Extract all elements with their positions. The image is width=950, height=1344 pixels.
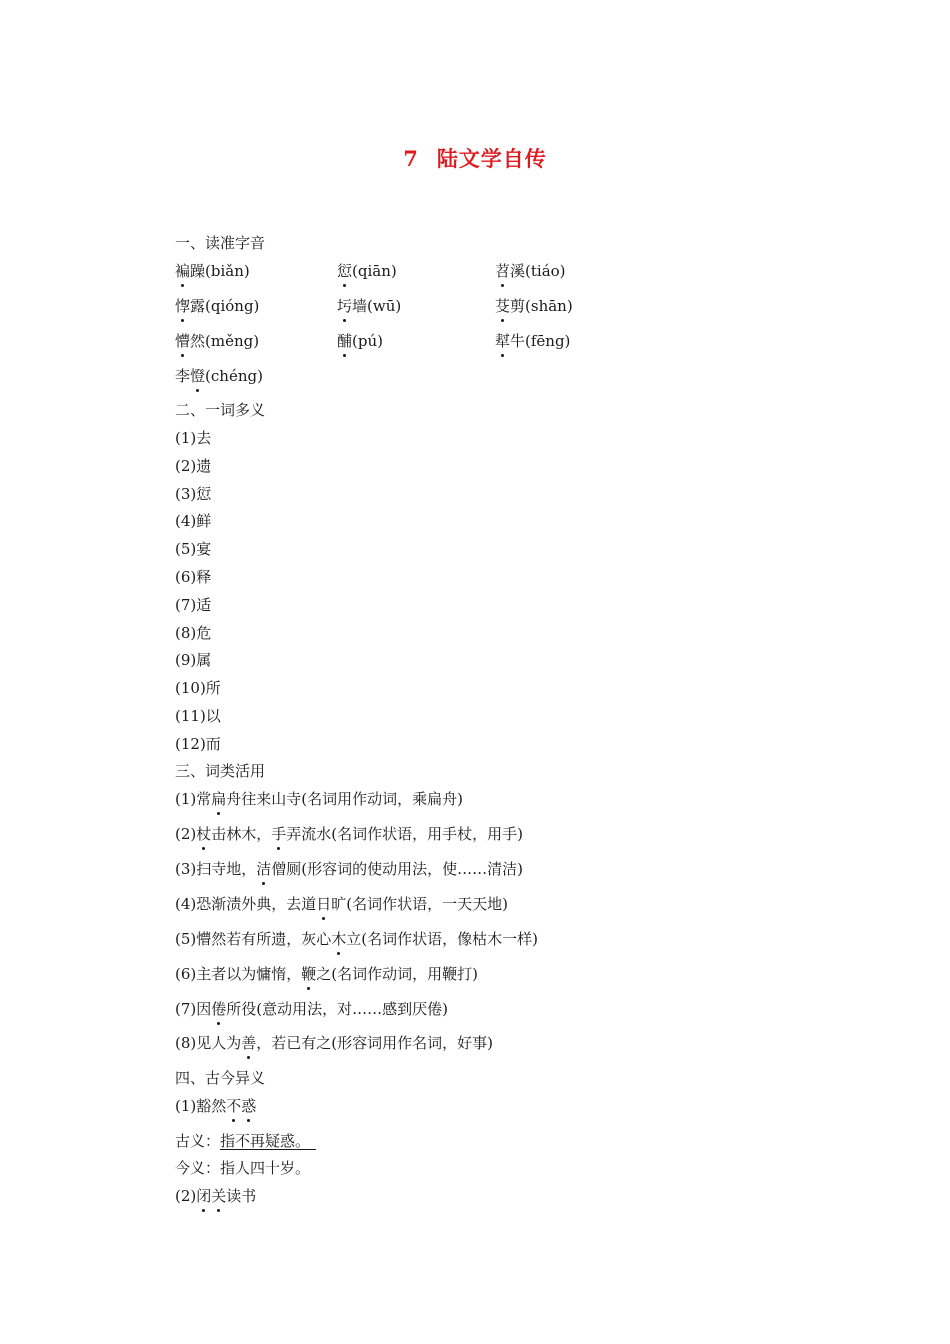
list-item: (11)以 bbox=[175, 707, 221, 725]
ancient-meaning: 古义：指不再疑惑。 bbox=[175, 1130, 316, 1151]
pronunciation-item: 芟剪(shān) bbox=[495, 297, 573, 315]
list-item: (3)愆 bbox=[175, 485, 212, 503]
pronunciation-item: 苕溪(tiáo) bbox=[495, 262, 566, 280]
section-heading: 二、一词多义 bbox=[175, 401, 266, 419]
list-item: (6)释 bbox=[175, 568, 212, 586]
lesson-title: 陆文学自传 bbox=[436, 146, 547, 171]
section-heading: 一、读准字音 bbox=[175, 234, 266, 252]
list-item: (4)鲜 bbox=[175, 512, 212, 530]
section-heading: 四、古今异义 bbox=[175, 1069, 266, 1087]
modern-meaning: 今义：指人四十岁。 bbox=[175, 1159, 311, 1177]
usage-item: (6)主者以为慵惰，鞭之(名词作动词，用鞭打) bbox=[175, 965, 478, 983]
list-item: (5)宴 bbox=[175, 540, 212, 558]
pronunciation-item: 惸露(qióng) bbox=[175, 297, 260, 315]
list-item: (10)所 bbox=[175, 679, 221, 697]
pronunciation-row bbox=[175, 365, 263, 386]
meaning-item: (2)闭关读书 bbox=[175, 1187, 257, 1205]
lesson-number: 7 bbox=[403, 146, 419, 171]
usage-item: (4)恐渐渍外典，去道日旷(名词作状语，一天天地) bbox=[175, 895, 508, 913]
usage-item: (5)懵然若有所遗，灰心木立(名词作状语，像枯木一样) bbox=[175, 930, 538, 948]
usage-item: (3)扫寺地，洁僧厕(形容词的使动用法，使……清洁) bbox=[175, 860, 523, 878]
meaning-item: (1)豁然不惑 bbox=[175, 1097, 257, 1115]
pronunciation-item: 褊躁(biǎn) bbox=[175, 262, 250, 280]
pronunciation-item: 犎牛(fēng) bbox=[495, 332, 571, 350]
pronunciation-item: 愆(qiān) bbox=[337, 262, 397, 280]
section-heading: 三、词类活用 bbox=[175, 762, 266, 780]
pronunciation-item: 李憕(chéng) bbox=[175, 367, 263, 385]
list-item: (1)去 bbox=[175, 429, 212, 447]
pronunciation-item: 懵然(měng) bbox=[175, 332, 260, 350]
list-item: (2)遗 bbox=[175, 457, 212, 475]
usage-item: (1)常扁舟往来山寺(名词用作动词，乘扁舟) bbox=[175, 790, 463, 808]
list-item: (8)危 bbox=[175, 624, 212, 642]
list-item: (7)适 bbox=[175, 596, 212, 614]
answer-blank: 指不再疑惑。 bbox=[220, 1133, 316, 1150]
usage-item: (2)杖击林木，手弄流水(名词作状语，用手杖，用手) bbox=[175, 825, 524, 843]
usage-item: (7)因倦所役(意动用法，对……感到厌倦) bbox=[175, 1000, 448, 1018]
document-title bbox=[0, 143, 950, 173]
list-item: (9)属 bbox=[175, 651, 212, 669]
list-item: (12)而 bbox=[175, 735, 221, 753]
pronunciation-item: 酺(pú) bbox=[337, 332, 383, 350]
usage-item: (8)见人为善，若已有之(形容词用作名词，好事) bbox=[175, 1034, 493, 1052]
pronunciation-item: 圬墙(wū) bbox=[337, 297, 402, 315]
